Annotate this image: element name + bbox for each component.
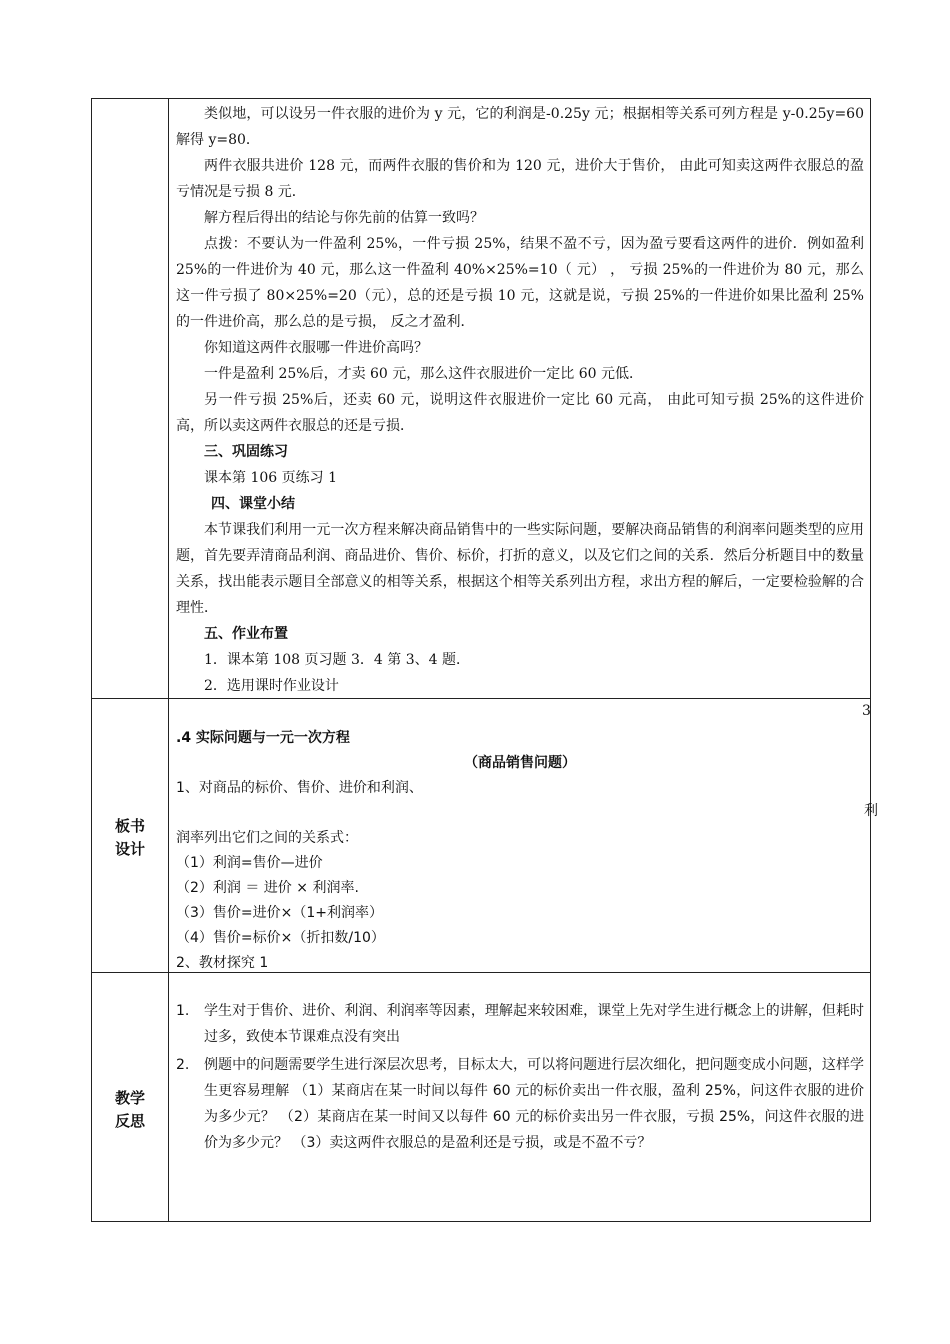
section-heading: 三、巩固练习 [204, 444, 288, 460]
formula: （4）售价=标价×（折扣数/10） [176, 930, 385, 946]
reflection-list [176, 998, 864, 1156]
board-content [176, 726, 864, 976]
reflection-item [176, 998, 864, 1050]
board-subtitle: （商品销售问题） [464, 755, 576, 771]
label-line: 设计 [114, 840, 145, 858]
item-number: 2. [176, 1057, 190, 1073]
formula: （2）利润 ＝ 进价 × 利润率. [176, 880, 359, 896]
paragraph: 类似地，可以设另一件衣服的进价为 y 元，它的利润是-0.25y 元；根据相等关系可列方程是 y-0.25y=60 解得 y=80． [176, 106, 864, 148]
formula: （3）售价=进价×（1+利润率） [176, 905, 384, 921]
section-text: 课本第 106 页练习 1 [204, 470, 337, 486]
summary-paragraph: 本节课我们利用一元一次方程来解决商品销售中的一些实际问题，要解决商品销售的利润率问题类型的应用题，首先要弄清商品利润、商品进价、售价、标价，打折的意义，以及它们之间的关系．然后分析题目中的数量关系，找出能表示题目全部意义的相等关系，根据这个相等关系列出方程，求出方程的解后，一定要检验解的合理性． [176, 522, 864, 616]
paragraph: 点拨：不要认为一件盈利 25%，一件亏损 25%，结果不盈不亏，因为盈亏要看这两件的进价．例如盈利 25%的一件进价为 40 元，那么这一件盈利 40%×25%=10（ 元） ， 亏损 25%的一件进价为 80 元，那么这一件亏损了 80×25%=20（元），总的还是亏损 10 元，这就是说，亏损 25%的一件进价如果比盈利 25%的一件进价高，那么总的是亏损， 反之才盈利． [176, 236, 864, 330]
paragraph: 另一件亏损 25%后，还卖 60 元，说明这件衣服进价一定比 60 元高， 由此可知亏损 25%的这件进价高，所以卖这两件衣服总的还是亏损． [176, 392, 864, 434]
paragraph: 你知道这两件衣服哪一件进价高吗？ [204, 340, 428, 356]
formula: （1）利润=售价—进价 [176, 855, 323, 871]
item-text: 例题中的问题需要学生进行深层次思考，目标太大，可以将问题进行层次细化，把问题变成小问题，这样学生更容易理解 （1）某商店在某一时间以每件 60 元的标价卖出一件衣服，盈利 25%，问这件衣服的进价为多少元？ （2）某商店在某一时间又以每件 60 元的标价卖出另一件衣服，亏损 25%，问这件衣服的进价为多少元？ （3）卖这两件衣服总的是盈利还是亏损，或是不盈不亏？ [204, 1057, 864, 1151]
board-design-label [92, 815, 168, 861]
paragraph: 解方程后得出的结论与你先前的估算一致吗？ [204, 210, 484, 226]
lesson-content [176, 101, 864, 699]
item-number: 1. [176, 1003, 190, 1019]
board-line: 1、对商品的标价、售价、进价和利润、 [176, 780, 423, 796]
reflection-content [176, 998, 864, 1158]
section-heading: 五、作业布置 [204, 626, 288, 642]
side-number: 3 [862, 703, 871, 719]
homework-item: 1．课本第 108 页习题 3．4 第 3、4 题． [204, 652, 470, 668]
board-line: 2、教材探究 1 [176, 955, 269, 971]
reflection-item [176, 1052, 864, 1156]
section-heading: 四、课堂小结 [211, 496, 295, 512]
lesson-plan-table [91, 98, 878, 1222]
item-text: 学生对于售价、进价、利润、利润率等因素，理解起来较困难，课堂上先对学生进行概念上的讲解，但耗时过多，致使本节课难点没有突出 [204, 1003, 864, 1045]
board-title: .4 实际问题与一元一次方程 [176, 730, 350, 746]
paragraph: 两件衣服共进价 128 元，而两件衣服的售价和为 120 元，进价大于售价， 由此可知卖这两件衣服总的盈亏情况是亏损 8 元． [176, 158, 864, 200]
board-line: 润率列出它们之间的关系式： [176, 830, 358, 846]
label-line: 板书 [114, 817, 145, 835]
paragraph: 一件是盈利 25%后，才卖 60 元，那么这件衣服进价一定比 60 元低． [204, 366, 643, 382]
side-char: 利 [864, 803, 878, 819]
label-line: 反思 [114, 1112, 145, 1130]
label-line: 教学 [114, 1089, 145, 1107]
homework-item: 2．选用课时作业设计 [204, 678, 339, 694]
reflection-label [92, 1087, 168, 1133]
column-divider [168, 99, 169, 1221]
